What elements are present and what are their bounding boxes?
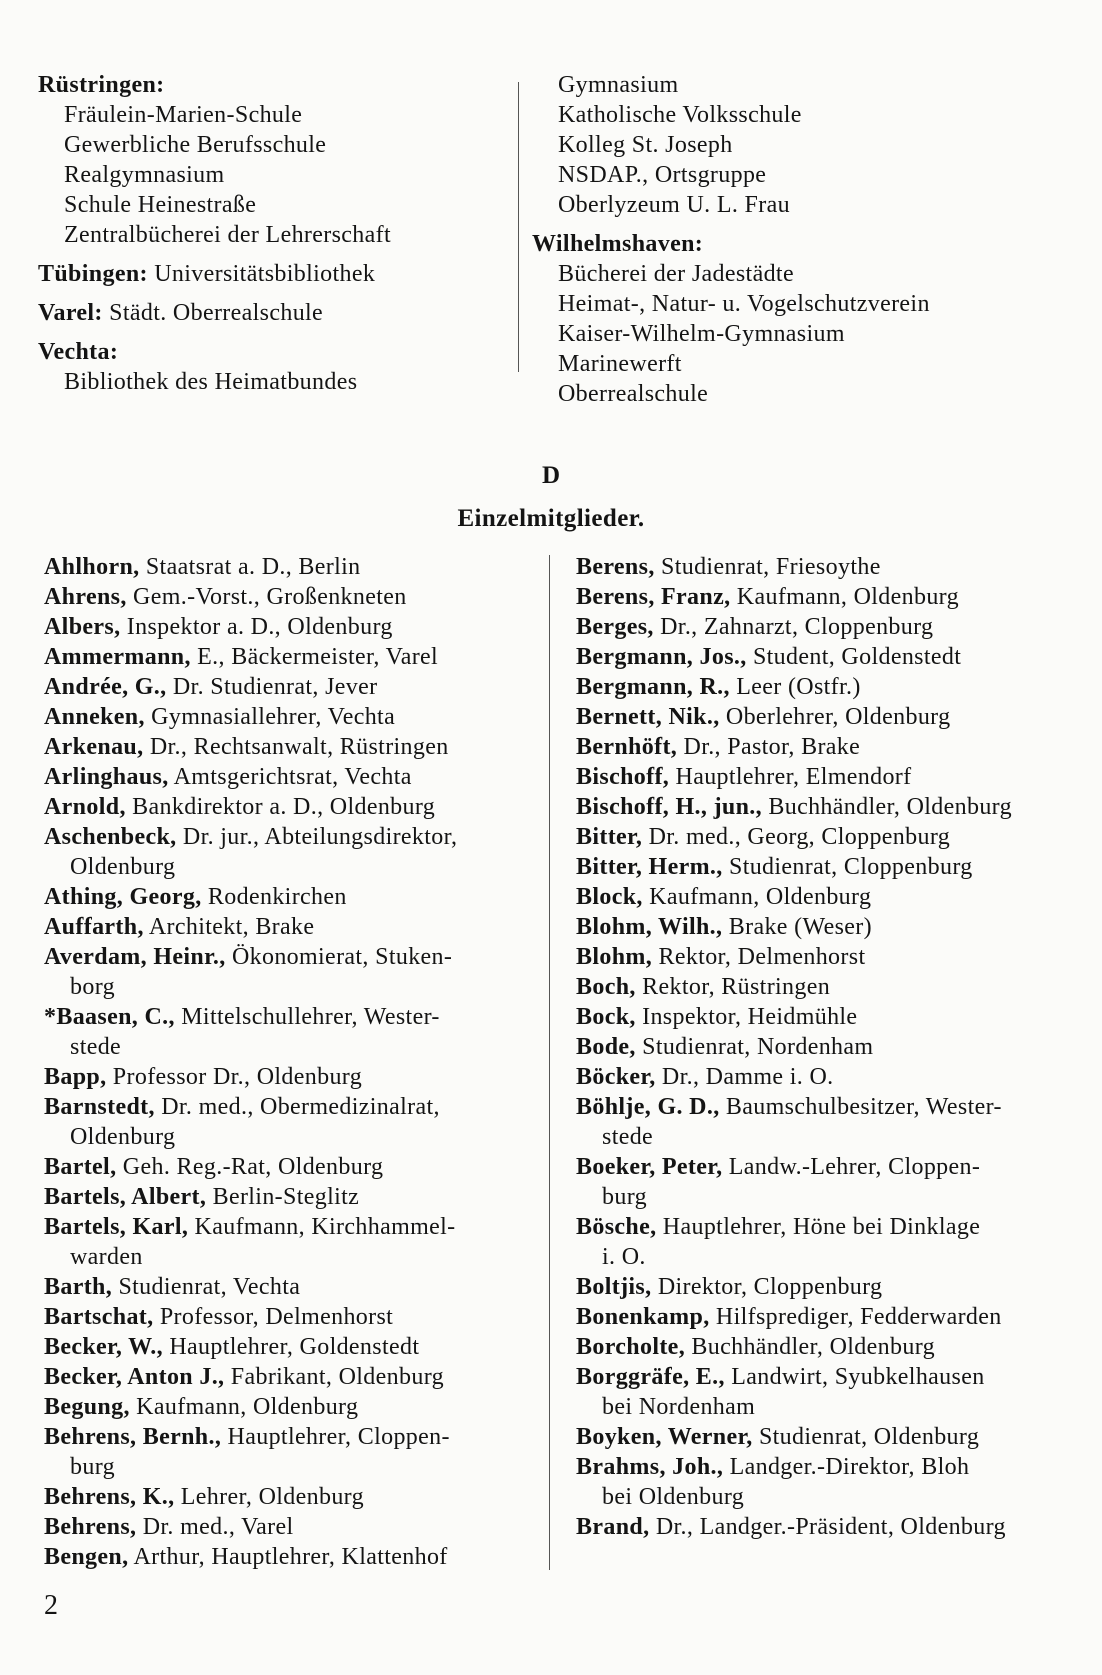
member-name: Bergmann, Jos., [576, 644, 747, 670]
member-line [576, 1302, 1096, 1332]
member-line [576, 762, 1096, 792]
member-details: Inspektor a. D., Oldenburg [120, 614, 393, 640]
member-entry [576, 1272, 1096, 1302]
member-details: Rektor, Delmenhorst [652, 944, 866, 970]
member-continuation: i. O. [602, 1244, 646, 1270]
member-entry [576, 642, 1096, 672]
member-continuation: burg [70, 1454, 115, 1480]
member-entry [576, 702, 1096, 732]
member-entry [576, 972, 1096, 1002]
member-entry [576, 1092, 1096, 1152]
member-details: Dr., Damme i. O. [655, 1064, 834, 1090]
member-details: E., Bäckermeister, Varel [190, 644, 439, 670]
member-name: Bapp, [44, 1064, 107, 1090]
institution-item: Bücherei der Jadestädte [558, 261, 794, 287]
member-entry [44, 1302, 518, 1332]
institution-item: Zentralbücherei der Lehrerschaft [64, 222, 392, 248]
member-name: Bartel, [44, 1154, 117, 1180]
member-entry [576, 582, 1096, 612]
member-line [576, 732, 1096, 762]
member-name: Ahlhorn, [44, 554, 140, 580]
member-line [576, 912, 1096, 942]
member-line [576, 552, 1096, 582]
member-name: Albers, [44, 614, 121, 640]
member-entry [576, 882, 1096, 912]
member-details: Professor Dr., Oldenburg [106, 1064, 363, 1090]
place-entry [38, 259, 518, 289]
member-line [576, 852, 1096, 882]
member-details: Inspektor, Heidmühle [635, 1004, 858, 1030]
member-name: Bischoff, H., jun., [576, 794, 763, 820]
member-line [44, 1362, 518, 1392]
member-line [576, 1272, 1096, 1302]
member-entry [44, 1152, 518, 1182]
member-entry [576, 1032, 1096, 1062]
member-line [44, 1302, 518, 1332]
member-details: Lehrer, Oldenburg [174, 1484, 364, 1510]
institution-item: NSDAP., Ortsgruppe [558, 162, 767, 188]
member-entry [44, 1512, 518, 1542]
member-line [576, 1002, 1096, 1032]
member-details: Amtsgerichtsrat, Vechta [168, 764, 412, 790]
member-entry [44, 1272, 518, 1302]
member-line [44, 1542, 518, 1572]
member-continuation: bei Nordenham [602, 1394, 756, 1420]
member-entry [44, 1482, 518, 1512]
member-name: Bartschat, [44, 1304, 154, 1330]
member-name: Bischoff, [576, 764, 670, 790]
member-entry [44, 1332, 518, 1362]
member-line [44, 582, 518, 612]
member-name: Behrens, Bernh., [44, 1424, 222, 1450]
member-details: Leer (Ostfr.) [729, 674, 861, 700]
member-continuation: stede [70, 1034, 122, 1060]
member-continuation: warden [70, 1244, 143, 1270]
institution-item: Realgymnasium [64, 162, 225, 188]
member-line [576, 1362, 1096, 1392]
institutions-right-column [532, 70, 1092, 409]
member-name: Boch, [576, 974, 636, 1000]
member-name: Brahms, Joh., [576, 1454, 724, 1480]
member-name: Borggräfe, E., [576, 1364, 725, 1390]
institution-item: Oberlyzeum U. L. Frau [558, 192, 790, 218]
member-continuation: burg [602, 1184, 647, 1210]
member-details: Dr. med., Georg, Cloppenburg [642, 824, 951, 850]
member-name: Bode, [576, 1034, 636, 1060]
member-line [44, 942, 518, 972]
member-name: Boyken, Werner, [576, 1424, 753, 1450]
member-details: Baumschulbesitzer, Wester- [719, 1094, 1002, 1120]
place-heading: Rüstringen: [38, 72, 165, 98]
member-details: Ökonomierat, Stuken- [225, 944, 453, 970]
place-heading: Wilhelmshaven: [532, 231, 704, 257]
member-details: Dr., Rechtsanwalt, Rüstringen [143, 734, 449, 760]
member-details: Hauptlehrer, Höne bei Dinklage [656, 1214, 981, 1240]
member-line [576, 672, 1096, 702]
institution-item: Fräulein-Marien-Schule [64, 102, 303, 128]
member-line [576, 612, 1096, 642]
member-name: Bitter, Herm., [576, 854, 723, 880]
member-name: Behrens, K., [44, 1484, 175, 1510]
member-line [44, 672, 518, 702]
member-details: Direktor, Cloppenburg [651, 1274, 883, 1300]
member-details: Kaufmann, Kirchhammel- [188, 1214, 456, 1240]
member-line [576, 882, 1096, 912]
member-continuation: stede [602, 1124, 654, 1150]
member-entry [44, 582, 518, 612]
member-entry [576, 942, 1096, 972]
member-name: Arlinghaus, [44, 764, 169, 790]
member-details: Buchhändler, Oldenburg [762, 794, 1012, 820]
place-heading: Tübingen: [38, 261, 148, 287]
member-name: Bartels, Karl, [44, 1214, 189, 1240]
member-details: Dr. Studienrat, Jever [166, 674, 378, 700]
member-name: Ammermann, [44, 644, 191, 670]
member-line [44, 1272, 518, 1302]
member-name: Becker, Anton J., [44, 1364, 225, 1390]
member-line [576, 1032, 1096, 1062]
member-name: Arkenau, [44, 734, 144, 760]
member-name: Böhlje, G. D., [576, 1094, 720, 1120]
institution-item: Heimat-, Natur- u. Vogelschutzverein [558, 291, 930, 317]
member-line [44, 1392, 518, 1422]
member-details: Rektor, Rüstringen [635, 974, 831, 1000]
member-line [576, 1062, 1096, 1092]
member-entry [44, 672, 518, 702]
institution-item: Oberrealschule [558, 381, 709, 407]
member-entry [576, 822, 1096, 852]
member-details: Dr., Zahnarzt, Cloppenburg [653, 614, 934, 640]
member-line [44, 1092, 518, 1122]
member-continuation: Oldenburg [70, 1124, 176, 1150]
member-line [44, 702, 518, 732]
member-line [44, 762, 518, 792]
member-name: Ahrens, [44, 584, 127, 610]
member-name: Block, [576, 884, 643, 910]
member-entry [44, 732, 518, 762]
member-details: Hauptlehrer, Goldenstedt [162, 1334, 420, 1360]
member-name: Bock, [576, 1004, 636, 1030]
member-entry [44, 762, 518, 792]
member-name: Böcker, [576, 1064, 656, 1090]
member-line [576, 1422, 1096, 1452]
member-name: Begung, [44, 1394, 130, 1420]
member-line [576, 1152, 1096, 1182]
member-details: Gymnasiallehrer, Vechta [144, 704, 396, 730]
member-details: Landw.-Lehrer, Cloppen- [722, 1154, 981, 1180]
member-name: Blohm, Wilh., [576, 914, 723, 940]
institution-item: Gymnasium [558, 72, 679, 98]
member-details: Dr. jur., Abteilungsdirektor, [176, 824, 458, 850]
member-entry [576, 1302, 1096, 1332]
member-details: Gem.-Vorst., Großenkneten [126, 584, 407, 610]
member-details: Arthur, Hauptlehrer, Klattenhof [128, 1544, 448, 1570]
member-line [576, 972, 1096, 1002]
member-entry [576, 1002, 1096, 1032]
place-entry [38, 298, 518, 328]
member-entry [44, 1092, 518, 1152]
member-name: Boltjis, [576, 1274, 652, 1300]
member-name: Bonenkamp, [576, 1304, 710, 1330]
member-details: Landwirt, Syubkelhausen [724, 1364, 985, 1390]
member-entry [44, 552, 518, 582]
member-name: Aschenbeck, [44, 824, 177, 850]
member-entry [576, 792, 1096, 822]
member-entry [576, 1212, 1096, 1272]
member-details: Kaufmann, Oldenburg [642, 884, 872, 910]
member-entry [44, 702, 518, 732]
member-continuation: bei Oldenburg [602, 1484, 745, 1510]
member-name: Arnold, [44, 794, 126, 820]
member-line [44, 612, 518, 642]
institution-item: Schule Heinestraße [64, 192, 257, 218]
member-details: Kaufmann, Oldenburg [730, 584, 959, 610]
member-name: Bernhöft, [576, 734, 678, 760]
member-entry [576, 912, 1096, 942]
member-name: Blohm, [576, 944, 653, 970]
member-details: Fabrikant, Oldenburg [224, 1364, 444, 1390]
member-entry [44, 1212, 518, 1272]
member-details: Mittelschullehrer, Wester- [174, 1004, 440, 1030]
member-line [576, 792, 1096, 822]
member-line [44, 1422, 518, 1452]
member-line [576, 822, 1096, 852]
member-entry [576, 612, 1096, 642]
member-name: Borcholte, [576, 1334, 686, 1360]
member-name: Bösche, [576, 1214, 657, 1240]
institution-item: Universitätsbibliothek [154, 261, 376, 287]
member-line [44, 552, 518, 582]
member-details: Studienrat, Friesoythe [654, 554, 881, 580]
member-entry [44, 912, 518, 942]
member-entry [576, 1332, 1096, 1362]
page-number: 2 [44, 1590, 58, 1621]
member-details: Staatsrat a. D., Berlin [139, 554, 361, 580]
member-details: Studienrat, Vechta [112, 1274, 301, 1300]
member-name: *Baasen, C., [44, 1004, 175, 1030]
member-line [44, 1512, 518, 1542]
member-entry [44, 1542, 518, 1572]
section-title: Einzelmitglieder. [457, 505, 645, 532]
member-details: Berlin-Steglitz [206, 1184, 360, 1210]
member-name: Bergmann, R., [576, 674, 730, 700]
member-entry [576, 672, 1096, 702]
member-name: Averdam, Heinr., [44, 944, 226, 970]
place-heading: Varel: [38, 300, 103, 326]
member-name: Anneken, [44, 704, 145, 730]
member-line [44, 1332, 518, 1362]
member-line [576, 582, 1096, 612]
member-entry [44, 792, 518, 822]
member-details: Hilfsprediger, Fedderwarden [709, 1304, 1002, 1330]
column-divider-members [549, 555, 550, 1570]
member-details: Studienrat, Cloppenburg [722, 854, 973, 880]
member-details: Hauptlehrer, Cloppen- [221, 1424, 450, 1450]
member-entry [44, 882, 518, 912]
member-entry [44, 612, 518, 642]
member-line [44, 792, 518, 822]
member-entry [576, 1512, 1096, 1542]
member-line [44, 1002, 518, 1032]
member-entry [576, 1152, 1096, 1212]
institutions-left-column [38, 70, 518, 397]
member-name: Bartels, Albert, [44, 1184, 207, 1210]
member-line [576, 1092, 1096, 1122]
member-entry [44, 942, 518, 1002]
member-entry [44, 1002, 518, 1062]
member-line [576, 1512, 1096, 1542]
institution-item: Marinewerft [558, 351, 682, 377]
member-name: Bitter, [576, 824, 643, 850]
member-line [576, 642, 1096, 672]
member-continuation: borg [70, 974, 115, 1000]
member-line [576, 1452, 1096, 1482]
member-line [44, 882, 518, 912]
member-name: Barnstedt, [44, 1094, 155, 1120]
member-entry [44, 642, 518, 672]
member-name: Berens, [576, 554, 655, 580]
member-entry [576, 732, 1096, 762]
member-entry [576, 762, 1096, 792]
member-line [44, 1062, 518, 1092]
member-details: Rodenkirchen [201, 884, 347, 910]
member-name: Auffarth, [44, 914, 144, 940]
section-letter: D [541, 462, 561, 489]
place-heading: Vechta: [38, 339, 119, 365]
member-line [44, 1482, 518, 1512]
member-line [44, 732, 518, 762]
members-left-column [44, 552, 518, 1572]
member-entry [44, 1182, 518, 1212]
member-details: Dr., Pastor, Brake [677, 734, 861, 760]
member-line [44, 912, 518, 942]
members-right-column [576, 552, 1096, 1542]
member-continuation: Oldenburg [70, 854, 176, 880]
member-details: Bankdirektor a. D., Oldenburg [125, 794, 436, 820]
institution-item: Katholische Volksschule [558, 102, 802, 128]
member-entry [576, 1422, 1096, 1452]
member-entry [576, 552, 1096, 582]
member-name: Berens, Franz, [576, 584, 731, 610]
member-details: Studienrat, Nordenham [635, 1034, 874, 1060]
member-details: Student, Goldenstedt [746, 644, 962, 670]
member-name: Brand, [576, 1514, 650, 1540]
member-entry [44, 1422, 518, 1482]
member-details: Dr. med., Obermedizinalrat, [154, 1094, 440, 1120]
member-name: Berges, [576, 614, 654, 640]
member-details: Landger.-Direktor, Bloh [723, 1454, 970, 1480]
member-line [576, 942, 1096, 972]
member-name: Bengen, [44, 1544, 129, 1570]
member-details: Architekt, Brake [143, 914, 315, 940]
member-entry [576, 1452, 1096, 1512]
member-name: Barth, [44, 1274, 113, 1300]
member-details: Kaufmann, Oldenburg [129, 1394, 359, 1420]
member-line [576, 1332, 1096, 1362]
member-entry [44, 1062, 518, 1092]
institution-item: Gewerbliche Berufsschule [64, 132, 327, 158]
member-entry [576, 1062, 1096, 1092]
member-details: Hauptlehrer, Elmendorf [669, 764, 912, 790]
member-line [44, 1212, 518, 1242]
institution-item: Städt. Oberrealschule [109, 300, 324, 326]
member-entry [44, 1362, 518, 1392]
member-details: Buchhändler, Oldenburg [685, 1334, 935, 1360]
member-details: Oberlehrer, Oldenburg [719, 704, 951, 730]
member-name: Behrens, [44, 1514, 137, 1540]
member-line [44, 1152, 518, 1182]
member-name: Athing, Georg, [44, 884, 202, 910]
member-name: Boeker, Peter, [576, 1154, 723, 1180]
member-name: Becker, W., [44, 1334, 163, 1360]
member-details: Brake (Weser) [722, 914, 872, 940]
column-divider-top [518, 82, 519, 372]
member-details: Studienrat, Oldenburg [752, 1424, 980, 1450]
member-entry [576, 852, 1096, 882]
member-entry [44, 1392, 518, 1422]
institution-item: Kaiser-Wilhelm-Gymnasium [558, 321, 845, 347]
member-details: Dr. med., Varel [136, 1514, 294, 1540]
member-details: Dr., Landger.-Präsident, Oldenburg [649, 1514, 1006, 1540]
member-entry [44, 822, 518, 882]
institution-item: Bibliothek des Heimatbundes [64, 369, 358, 395]
member-name: Bernett, Nik., [576, 704, 720, 730]
member-details: Professor, Delmenhorst [153, 1304, 394, 1330]
institution-item: Kolleg St. Joseph [558, 132, 733, 158]
member-line [44, 642, 518, 672]
member-line [44, 1182, 518, 1212]
member-details: Geh. Reg.-Rat, Oldenburg [116, 1154, 384, 1180]
member-line [576, 1212, 1096, 1242]
member-line [576, 702, 1096, 732]
member-name: Andrée, G., [44, 674, 167, 700]
member-line [44, 822, 518, 852]
member-entry [576, 1362, 1096, 1422]
